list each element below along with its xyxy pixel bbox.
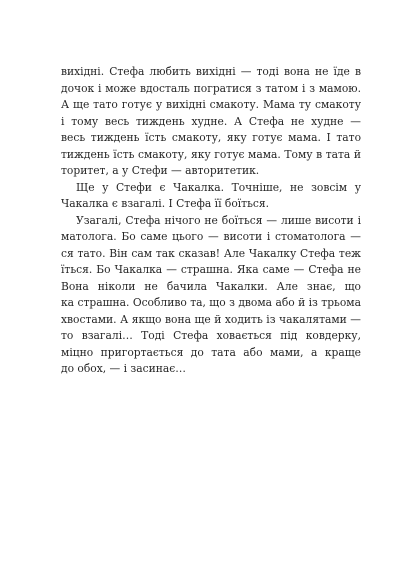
text-line: ся тато. Він сам так сказав! Але Чакалку Стефа теж: [61, 246, 361, 260]
text-line: то взагалі… Тоді Стефа ховається під ковдерку,: [61, 329, 361, 342]
text-line: Узагалі, Стефа нічого не боїться — лише висоти і: [76, 213, 361, 227]
text-line: їться. Бо Чакалка — страшна. Яка саме — Стефа не: [61, 263, 361, 276]
text-line: дочок і може вдосталь погратися з татом і з мамою.: [61, 81, 361, 95]
text-line: матолога. Бо саме цього — висоти і стоматолога —: [61, 230, 361, 243]
text-line: торитет, а у Стефи — авторитетик.: [61, 164, 260, 177]
paragraph-3: [61, 213, 361, 378]
text-line: Чакалка є взагалі. І Стефа її боїться.: [61, 197, 270, 210]
text-line: весь тиждень їсть смакоту, яку готує мама. І тато: [61, 131, 361, 144]
paragraph-1: [61, 64, 361, 180]
text-line: і тому весь тиждень худне. А Стефа не худне —: [61, 114, 361, 128]
text-line: хвостами. А якщо вона ще й ходить із чакалятами —: [61, 312, 361, 326]
text-line: до обох, — і засинає…: [61, 362, 186, 375]
text-line: А ще тато готує у вихідні смакоту. Мама ту смакоту: [61, 98, 361, 111]
body-text: [61, 64, 361, 378]
text-line: ка страшна. Особливо та, що з двома або й із трьома: [61, 296, 361, 309]
text-line: тиждень їсть смакоту, яку готує мама. Тому в тата й: [61, 147, 361, 161]
text-line: міцно пригортається до тата або мами, а краще: [61, 345, 361, 359]
paragraph-2: [61, 180, 361, 213]
text-line: вихідні. Стефа любить вихідні — тоді вона не їде в: [61, 65, 361, 78]
text-line: Ще у Стефи є Чакалка. Точніше, не зовсім у: [76, 180, 361, 194]
text-line: Вона ніколи не бачила Чакалки. Але знає, що: [61, 279, 361, 293]
